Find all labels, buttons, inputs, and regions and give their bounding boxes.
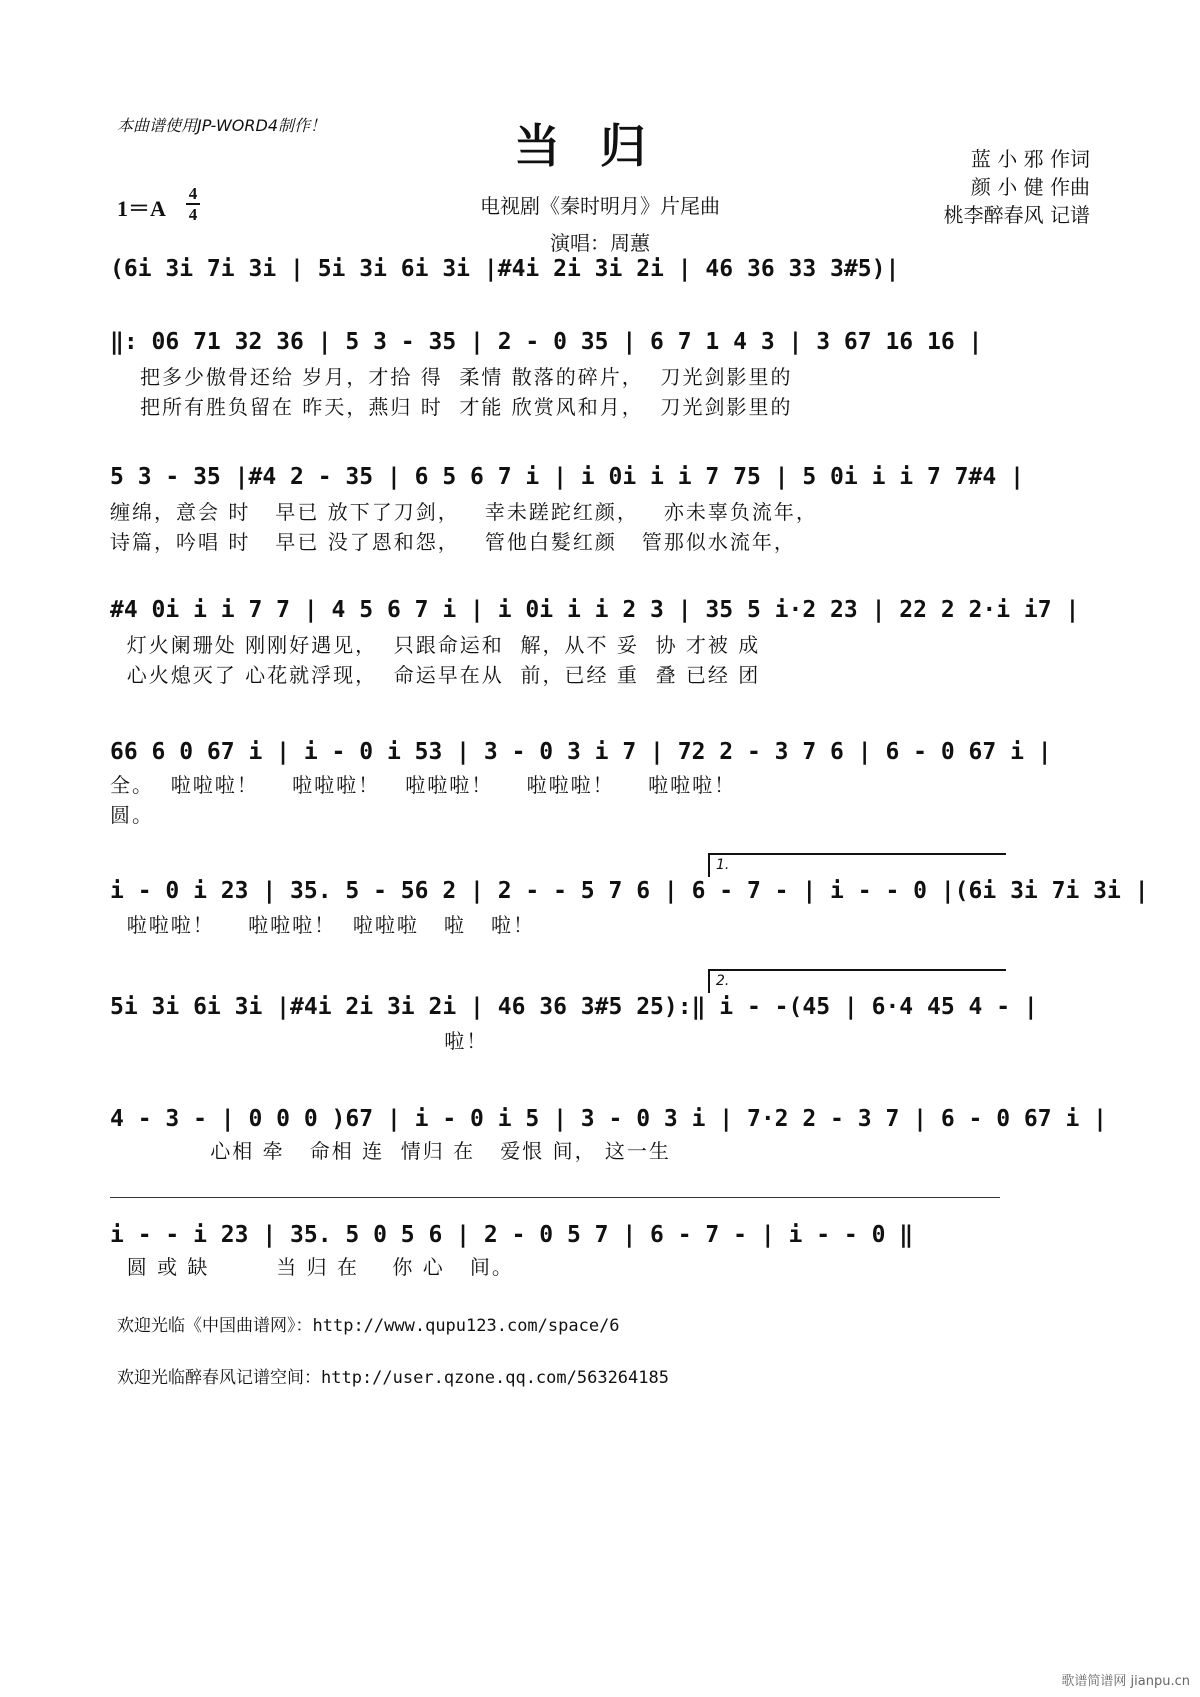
score-line-8-notes: 4 - 3 - | 0 0 0 )67 | i - 0 i 5 | 3 - 0 3 i | 7·2 2 - 3 7 | 6 - 0 67 i | — [110, 1106, 1107, 1132]
singer-credit: 演唱：周蕙 — [550, 231, 650, 255]
composer-credit: 颜 小 健 作曲 — [970, 175, 1090, 199]
song-title: 当归 — [514, 119, 686, 173]
time-signature-top: 4 — [188, 184, 198, 203]
authorship-credits — [944, 145, 1090, 229]
score-line-3-notes: 5 3 - 35 |#4 2 - 35 | 6 5 6 7 i | i 0i i i 7 75 | 5 0i i i 7 7#4 | — [110, 464, 1024, 490]
lyric-line-3-verse-2: 诗篇，吟唱 时 早已 没了恩和怨， 管他白髮红颜 管那似水流年， — [110, 530, 796, 554]
lyric-line-8: 心相 牵 命相 连 情归 在 爱恨 间， 这一生 — [110, 1139, 671, 1163]
footer-link-qzone-label: 欢迎光临醉春风记谱空间： — [117, 1368, 321, 1388]
second-ending-bracket: 2. — [708, 969, 1006, 993]
lyric-line-7: 啦！ — [110, 1029, 489, 1053]
lyric-line-4-verse-2: 心火熄灭了 心花就浮现， 命运早在从 前，已经 重 叠 已经 团 — [110, 663, 761, 687]
lyric-line-6: 啦啦啦！ 啦啦啦！ 啦啦啦 啦 啦！ — [110, 913, 536, 937]
lyric-line-5-verse-2: 圆。 — [110, 803, 154, 827]
footer-link-qzone-url[interactable]: http://user.qzone.qq.com/563264185 — [321, 1368, 669, 1388]
key-signature: 1＝A — [117, 196, 166, 221]
first-ending-bracket: 1. — [708, 853, 1006, 877]
footer-link-qupu-label: 欢迎光临《中国曲谱网》： — [117, 1316, 313, 1336]
transcriber-credit: 桃李醉春风 记谱 — [943, 203, 1090, 227]
song-subtitle: 电视剧《秦时明月》片尾曲 — [480, 194, 720, 218]
site-watermark: 歌谱简谱网 jianpu.cn — [1061, 1674, 1190, 1689]
footer-link-qzone — [117, 1363, 669, 1388]
footer-link-qupu-url[interactable]: http://www.qupu123.com/space/6 — [312, 1316, 620, 1336]
score-line-7-notes: 5i 3i 6i 3i |#4i 2i 3i 2i | 46 36 3#5 25):‖ i - -(45 | 6·4 45 4 - | — [110, 994, 1038, 1020]
lyric-line-4-verse-1: 灯火阑珊处 刚刚好遇见， 只跟命运和 解，从不 妥 协 才被 成 — [110, 633, 761, 657]
score-line-1-notes: (6i 3i 7i 3i | 5i 3i 6i 3i |#4i 2i 3i 2i | 46 36 33 3#5)| — [110, 256, 900, 282]
lyric-line-2-verse-2: 把所有胜负留在 昨天，燕归 时 才能 欣赏风和月， 刀光剑影里的 — [140, 395, 793, 419]
footer-link-qupu — [117, 1311, 620, 1336]
lyric-line-3-verse-1: 缠绵，意会 时 早已 放下了刀剑， 幸未蹉跎红颜， 亦未辜负流年， — [110, 500, 818, 524]
score-line-5-notes: 66 6 0 67 i | i - 0 i 53 | 3 - 0 3 i 7 | 72 2 - 3 7 6 | 6 - 0 67 i | — [110, 739, 1052, 765]
score-line-9-notes: i - - i 23 | 35. 5 0 5 6 | 2 - 0 5 7 | 6 - 7 - | i - - 0 ‖ — [110, 1222, 914, 1248]
software-credit-note: 本曲谱使用JP-WORD4制作！ — [117, 116, 327, 135]
score-line-2-notes: ‖: 06 71 32 36 | 5 3 - 35 | 2 - 0 35 | 6 7 1 4 3 | 3 67 16 16 | — [110, 329, 983, 355]
score-line-6-notes: i - 0 i 23 | 35. 5 - 56 2 | 2 - - 5 7 6 | 6 - 7 - | i - - 0 |(6i 3i 7i 3i | — [110, 878, 1149, 904]
time-signature-bottom: 4 — [188, 205, 198, 224]
lyric-line-5-verse-1: 全。 啦啦啦！ 啦啦啦！ 啦啦啦！ 啦啦啦！ 啦啦啦！ — [110, 773, 737, 797]
score-line-4-notes: #4 0i i i 7 7 | 4 5 6 7 i | i 0i i i 2 3 | 35 5 i·2 23 | 22 2 2·i i7 | — [110, 597, 1080, 623]
time-signature — [186, 185, 200, 223]
lyric-line-2-verse-1: 把多少傲骨还给 岁月，才拾 得 柔情 散落的碎片， 刀光剑影里的 — [140, 365, 793, 389]
lyric-line-9: 圆 或 缺 当 归 在 你 心 间。 — [110, 1255, 514, 1279]
lyricist-credit: 蓝 小 邪 作词 — [970, 147, 1090, 171]
